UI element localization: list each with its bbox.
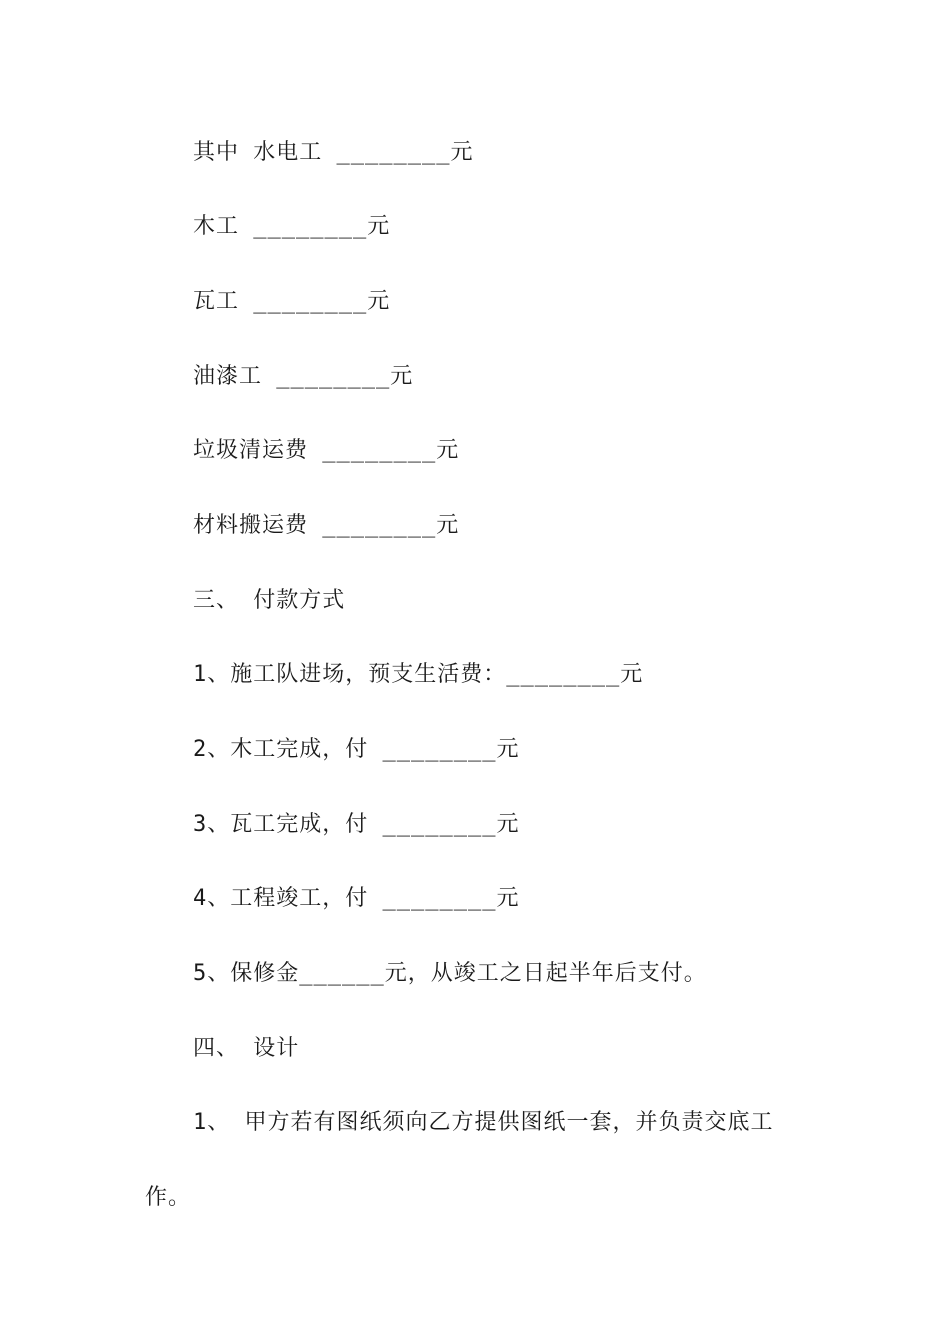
payment-item-2: 2、木工完成，付 ________元 <box>193 737 520 762</box>
line-labor-carpentry: 木工 ________元 <box>193 214 391 239</box>
section-heading-payment: 三、 付款方式 <box>193 588 346 613</box>
line-labor-masonry: 瓦工 ________元 <box>193 289 391 314</box>
line-labor-plumbing-electric: 其中 水电工 ________元 <box>193 140 474 165</box>
payment-item-4: 4、工程竣工，付 ________元 <box>193 886 520 911</box>
design-item-1: 1、 甲方若有图纸须向乙方提供图纸一套，并负责交底工 <box>193 1110 774 1135</box>
payment-item-5: 5、保修金______元，从竣工之日起半年后支付。 <box>193 961 707 986</box>
payment-item-1: 1、施工队进场，预支生活费：________元 <box>193 662 644 687</box>
line-labor-painting: 油漆工 ________元 <box>193 364 414 389</box>
payment-item-3: 3、瓦工完成，付 ________元 <box>193 812 520 837</box>
line-material-moving-fee: 材料搬运费 ________元 <box>193 513 460 538</box>
section-heading-design: 四、 设计 <box>193 1036 300 1061</box>
design-item-1-continuation: 作。 <box>145 1185 192 1210</box>
line-garbage-removal-fee: 垃圾清运费 ________元 <box>193 438 460 463</box>
